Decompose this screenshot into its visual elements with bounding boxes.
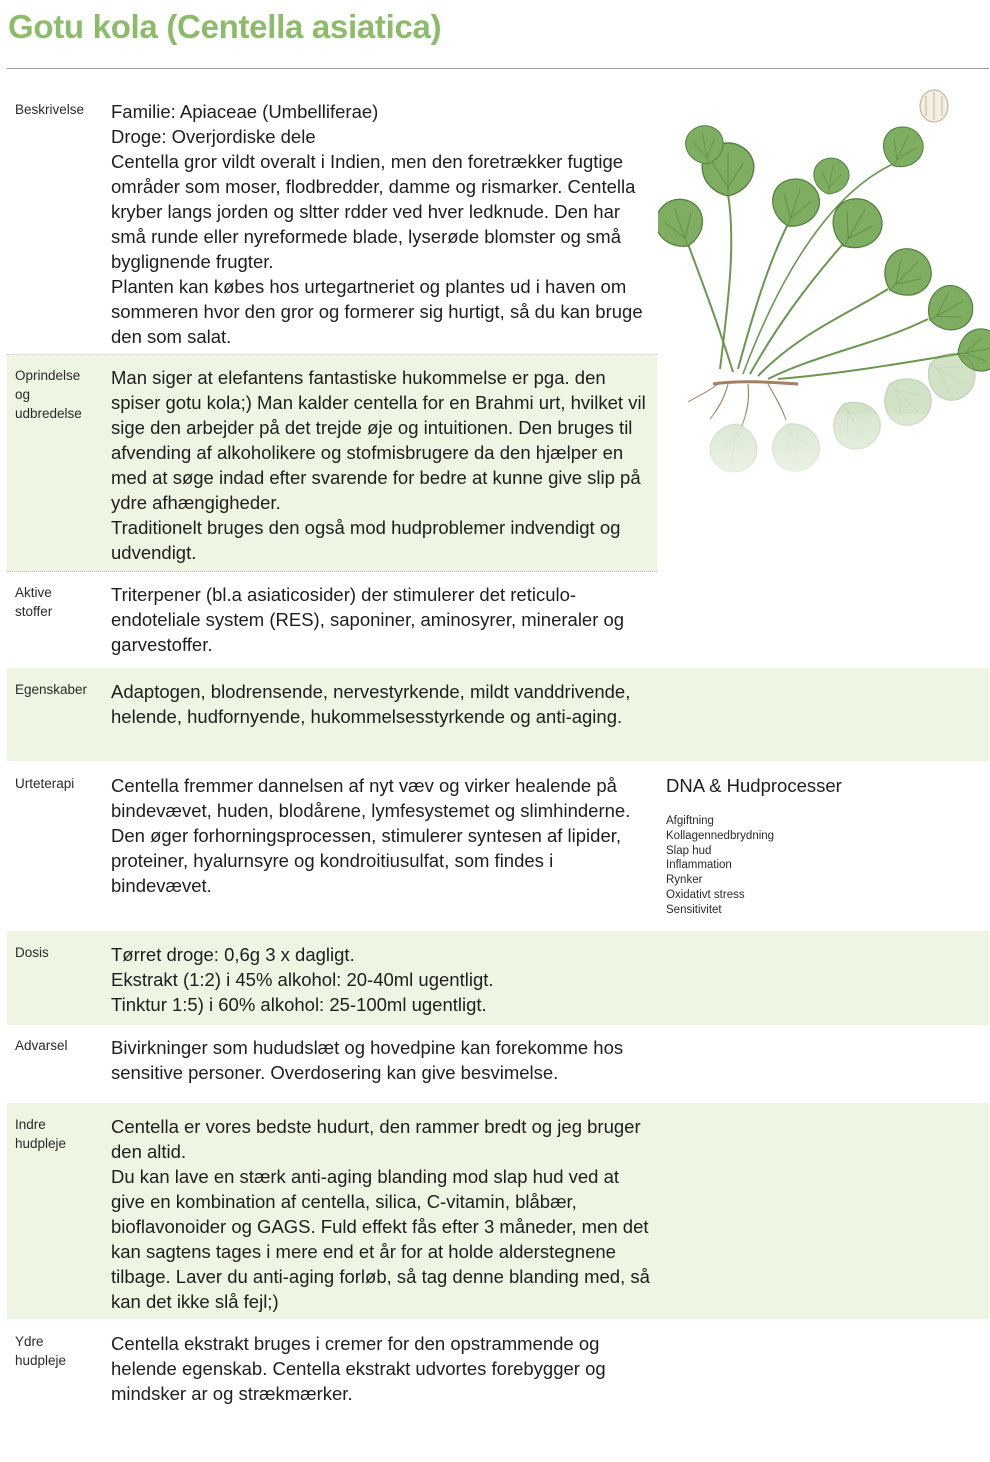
section-label: Dosis (15, 945, 49, 960)
section-line: Centella er vores bedste hudurt, den rammer bredt og jeg bruger den altid. (111, 1116, 641, 1162)
section-label: Oprindelse og udbredelse (15, 368, 82, 421)
section-line: Du kan lave en stærk anti-aging blanding mod slap hud ved at give en kombination af centella, silica, C-vitamin, blåbær, bioflavonoider og GAGS. Fuld effekt fås efter 3 måneder, men det kan sagtens tages i mere end et år for at holde alderstegnene tilbage. Laver du anti-aging forløb, så tag denne blanding med, så kan det ikke slå fejl;) (111, 1166, 650, 1312)
section-line: Tørret droge: 0,6g 3 x dagligt. (111, 944, 355, 965)
section-oprindelse (7, 355, 657, 572)
section-line: Tinktur 1:5) i 60% alkohol: 25-100ml ugentligt. (111, 994, 487, 1015)
section-line: Traditionelt bruges den også mod hudproblemer indvendigt og udvendigt. (111, 517, 621, 563)
page-title: Gotu kola (Centella asiatica) (8, 8, 442, 45)
section-label: Urteterapi (15, 776, 75, 791)
section-urteterapi (7, 762, 657, 930)
sidebar-item: Oxidativt stress (666, 888, 745, 901)
sidebar-heading: DNA & Hudprocesser (666, 775, 842, 796)
section-label: Advarsel (15, 1038, 68, 1053)
sidebar-item: Afgiftning (666, 815, 714, 827)
sidebar-item: Inflammation (666, 859, 732, 872)
section-line: Familie: Apiaceae (Umbelliferae) (111, 101, 379, 122)
section-line: Triterpener (bl.a asiaticosider) der stimulerer det reticulo-endoteliale system (RES), saponiner, aminosyrer, mineraler og garvestoffer. (111, 584, 625, 655)
section-ydre-hudpleje (7, 1320, 989, 1420)
section-label: Aktive stoffer (15, 585, 53, 619)
sidebar-item: Sensitivitet (666, 903, 722, 916)
section-beskrivelse (7, 96, 657, 355)
sidebar-item: Rynker (666, 874, 703, 887)
section-line: Centella gror vildt overalt i Indien, men den foretrækker fugtige områder som moser, flodbredder, damme og rismarker. Centella kryber langs jorden og sltter rdder ved hver ledknude. Den har små runde eller nyreformede blade, lyserøde blomster og små byglignende frugter. (111, 151, 636, 272)
section-label: Beskrivelse (15, 102, 85, 117)
section-egenskaber (7, 668, 989, 761)
section-aktive-stoffer (7, 572, 989, 668)
section-advarsel (7, 1025, 989, 1103)
title-divider (7, 68, 989, 69)
section-line: Planten kan købes hos urtegartneriet og plantes ud i haven om sommeren hvor den gror og formerer sig hurtigt, så du kan bruge den som salat. (111, 276, 643, 347)
section-label: Indre hudpleje (15, 1117, 67, 1151)
section-label: Ydre hudpleje (15, 1334, 67, 1368)
sidebar-item: Kollagennedbrydning (666, 829, 775, 842)
section-line: Man siger at elefantens fantastiske hukommelse er pga. den spiser gotu kola;) Man kalder centella for en Brahmi urt, hvilket vil sige den arbejder på det trejde øje og intuitionen. Den bruges til afvending af alkoholikere og stofmisbrugere da den hjælper en med at søge indad efter svarende for bedre at kunne give slip på ydre afhængigheder. (111, 367, 646, 513)
dna-sidebar (666, 774, 986, 918)
plant-leaves (658, 120, 990, 374)
section-indre-hudpleje (7, 1103, 989, 1319)
section-line: Adaptogen, blodrensende, nervestyrkende, mildt vanddrivende, helende, hudfornyende, hukommelsesstyrkende og anti-aging. (111, 681, 631, 727)
section-dosis (7, 931, 989, 1025)
section-line: Centella ekstrakt bruges i cremer for den opstrammende og helende egenskab. Centella ekstrakt udvortes forebygger og mindsker ar og strækmærker. (111, 1333, 606, 1404)
sidebar-item: Slap hud (666, 844, 712, 857)
section-line: Droge: Overjordiske dele (111, 126, 316, 147)
section-line: Ekstrakt (1:2) i 45% alkohol: 20-40ml ugentligt. (111, 969, 494, 990)
seed-pod (920, 90, 948, 122)
plant-illustration (658, 84, 990, 534)
section-label: Egenskaber (15, 682, 88, 697)
section-line: Bivirkninger som hududslæt og hovedpine kan forekomme hos sensitive personer. Overdosering kan give besvimelse. (111, 1037, 624, 1083)
section-line: Centella fremmer dannelsen af nyt væv og virker healende på bindevævet, huden, blodårene, lymfesystemet og slimhinderne. Den øger forhorningsprocessen, stimulerer syntesen af lipider, proteiner, hyalurnsyre og kondroitiusulfat, som findes i bindevævet. (111, 775, 631, 896)
